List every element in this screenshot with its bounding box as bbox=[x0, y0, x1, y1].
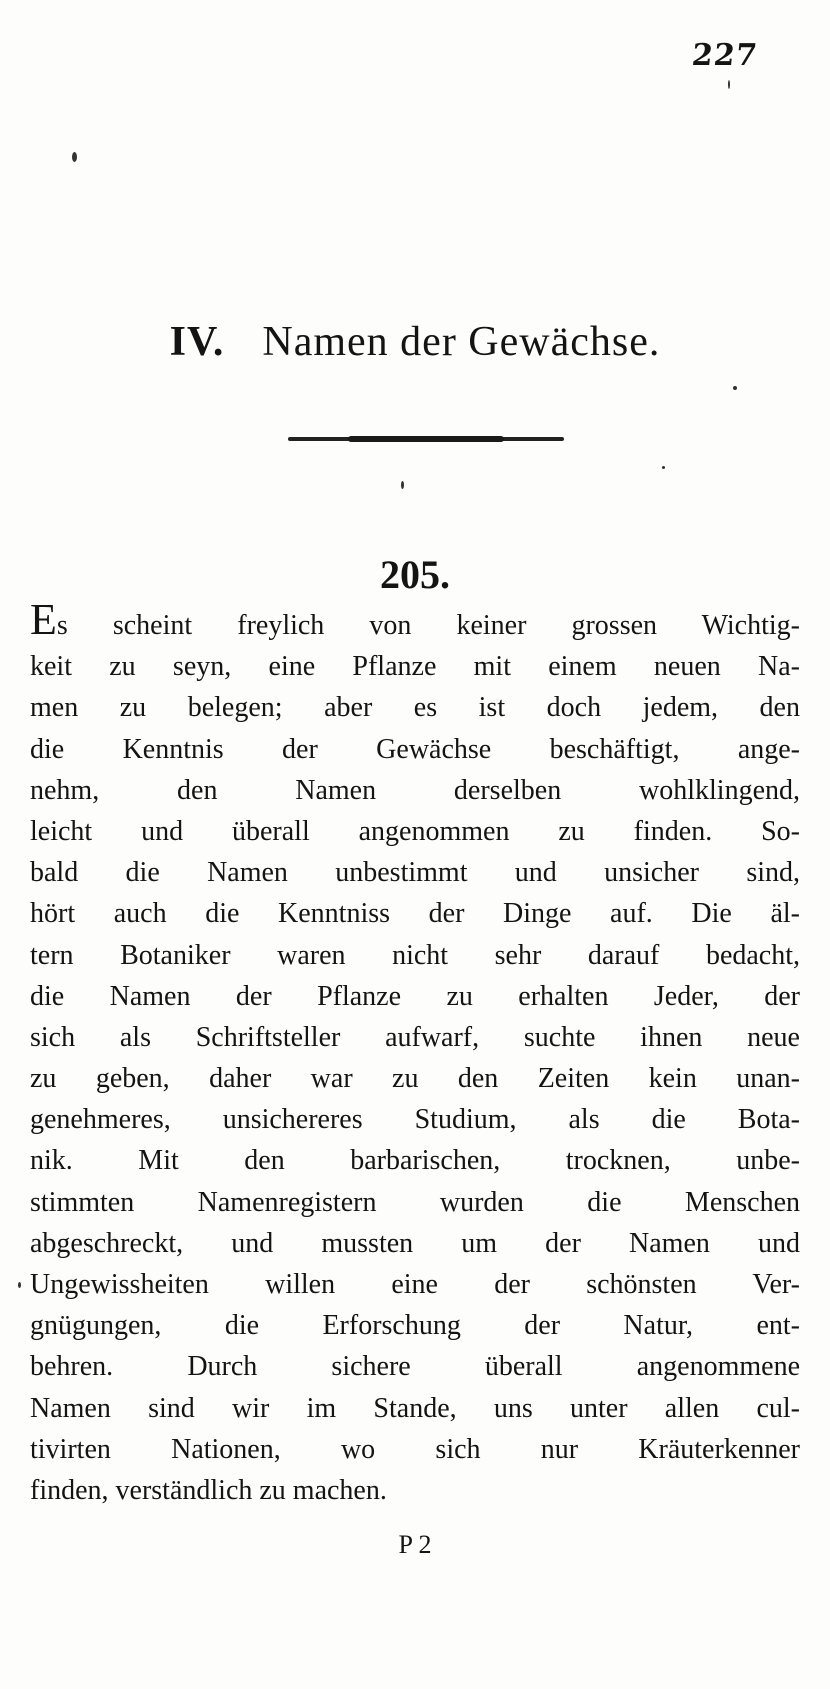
text-line: men zu belegen; aber es ist doch jedem, den bbox=[30, 692, 800, 724]
text-line: abgeschreckt, und mussten um der Namen und bbox=[30, 1227, 800, 1259]
text-line: Namen sind wir im Stande, uns unter allen cul- bbox=[30, 1392, 800, 1424]
text-line: Ungewissheiten willen eine der schönsten Ver- bbox=[30, 1269, 800, 1300]
text-line: nik. Mit den barbarischen, trocknen, unbe- bbox=[30, 1145, 800, 1177]
printer-signature: P 2 bbox=[398, 1530, 432, 1559]
text-line: zu geben, daher war zu den Zeiten kein unan- bbox=[30, 1063, 800, 1095]
text-line: stimmten Namenregistern wurden die Menschen bbox=[30, 1186, 800, 1218]
text-line: behren. Durch sichere überall angenommene bbox=[30, 1351, 800, 1383]
paragraph bbox=[30, 595, 800, 1511]
text-line: die Kenntnis der Gewächse beschäftigt, ange- bbox=[30, 733, 800, 765]
text-line: genehmeres, unsichereres Studium, als die Bota- bbox=[30, 1104, 800, 1136]
text-line: die Namen der Pflanze zu erhalten Jeder, der bbox=[30, 980, 800, 1012]
ornamental-rule bbox=[288, 437, 564, 441]
text-line: tern Botaniker waren nicht sehr darauf bedacht, bbox=[30, 939, 800, 971]
text-line: hört auch die Kenntniss der Dinge auf. Die äl- bbox=[30, 898, 800, 930]
page-number: 227 bbox=[690, 38, 760, 73]
text-line: sich als Schriftsteller aufwarf, suchte ihnen neue bbox=[30, 1021, 800, 1053]
first-line-text: s scheint freylich von keiner grossen Wichtig- bbox=[56, 610, 800, 641]
section-number: 205. bbox=[380, 552, 450, 597]
text-line: bald die Namen unbestimmt und unsicher sind, bbox=[30, 857, 800, 889]
text-line: tivirten Nationen, wo sich nur Kräuterkenner bbox=[30, 1433, 800, 1465]
chapter-title: Namen der Gewächse. bbox=[262, 319, 661, 365]
drop-letter: E bbox=[30, 595, 57, 644]
chapter-heading bbox=[0, 318, 830, 366]
chapter-numeral: IV. bbox=[169, 319, 225, 365]
text-line: leicht und überall angenommen zu finden. So- bbox=[30, 815, 800, 847]
text-line: nehm, den Namen derselben wohlklingend, bbox=[30, 774, 800, 806]
text-line bbox=[30, 595, 800, 646]
text-line: gnügungen, die Erforschung der Natur, ent- bbox=[30, 1310, 800, 1342]
text-line: keit zu seyn, eine Pflanze mit einem neuen Na- bbox=[30, 651, 800, 683]
text-line-last: finden, verständlich zu machen. bbox=[30, 1474, 387, 1506]
